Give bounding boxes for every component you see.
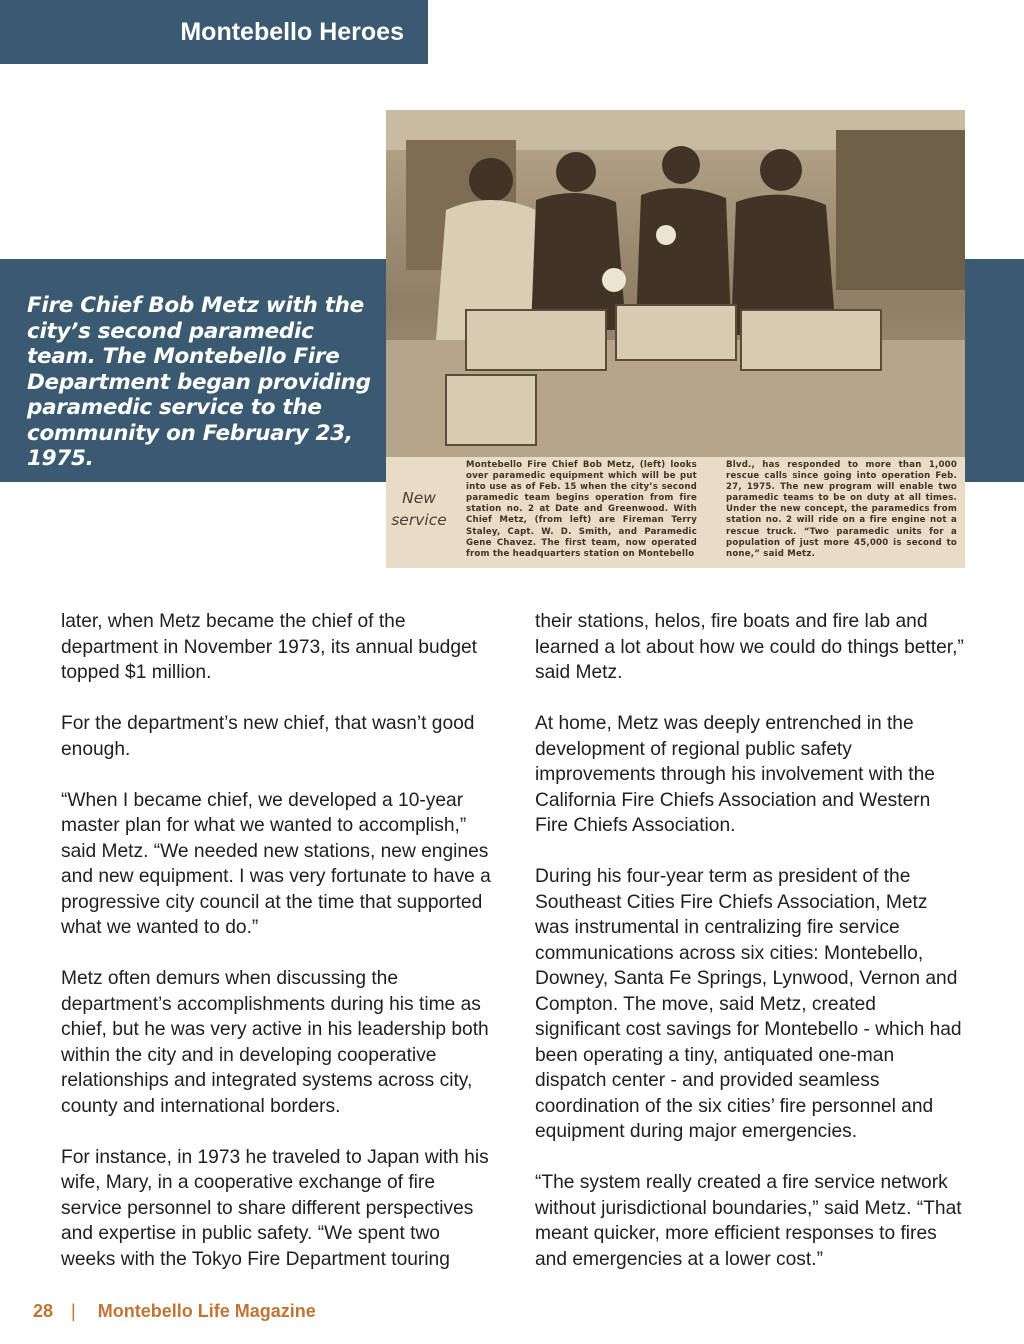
paragraph: Metz often demurs when discussing the department’s accomplishments during his time as chief, but he was very active in his leadership both within the city and in developing cooperative relationships and integrated systems across city, county and international borders. [61, 968, 489, 1117]
article-column-right [535, 609, 965, 1298]
paragraph: “The system really created a fire service network without jurisdictional boundaries,” said Metz. “That meant quicker, more efficient responses to fires and emergencies at a lower cost.” [535, 1172, 962, 1270]
paragraph: At home, Metz was deeply entrenched in the development of regional public safety improvements through his involvement with the California Fire Chiefs Association and Western Fire Chiefs Association. [535, 713, 935, 836]
newspaper-clipping [386, 110, 965, 568]
section-header [0, 0, 428, 64]
paragraph: their stations, helos, fire boats and fire lab and learned a lot about how we could do things better,” said Metz. [535, 611, 964, 683]
footer-separator: | [71, 1300, 76, 1321]
clipping-text-col2: Blvd., has responded to more than 1,000 rescue calls since going into operation Feb. 27, 1975. The new program will enable two paramedic teams to be on duty at all times. Under the new concept, the paramedics from station no. 2 will ride on a fire engine not a rescue truck. “Two paramedic units for a population of just more 45,000 is second to none,” said Metz. [726, 460, 957, 559]
page-footer [33, 1298, 316, 1324]
paragraph: During his four-year term as president of the Southeast Cities Fire Chiefs Association, Metz was instrumental in centralizing fire service communications across six cities: Montebello, Downey, Santa Fe Springs, Lynwood, Vernon and Compton. The move, said Metz, created significant cost savings for Montebello - which had been operating a tiny, antiquated one-man dispatch center - and provided seamless coordination of the six cities’ fire personnel and equipment during major emergencies. [535, 866, 962, 1142]
paragraph: For the department’s new chief, that wasn’t good enough. [61, 713, 475, 760]
photo-caption: Fire Chief Bob Metz with the city’s second paramedic team. The Montebello Fire Department began providing paramedic service to the community on February 23, 1975. [27, 293, 371, 471]
page-number: 28 [33, 1300, 54, 1321]
clipping-text-col1: Montebello Fire Chief Bob Metz, (left) looks over paramedic equipment which will be put into use as of Feb. 15 when the city’s second paramedic team begins operation from fire station no. 2 at Date and Greenwood. With Chief Metz, (from left) are Fireman Terry Staley, Capt. W. D. Smith, and Paramedic Gene Chavez. The first team, now operated from the headquarters station on Montebello [466, 460, 697, 559]
publication-name: Montebello Life Magazine [97, 1300, 316, 1321]
section-title: Montebello Heroes [180, 17, 404, 46]
archival-photo [386, 110, 965, 457]
paragraph: For instance, in 1973 he traveled to Japan with his wife, Mary, in a cooperative exchange of fire service personnel to share different perspectives and expertise in public safety. “We spent two weeks with the Tokyo Fire Department touring [61, 1146, 489, 1270]
article-column-left [61, 609, 491, 1298]
side-label-line1: New [402, 489, 436, 507]
side-label-line2: service [391, 511, 447, 529]
paragraph: “When I became chief, we developed a 10-year master plan for what we wanted to accomplish,” said Metz. “We needed new stations, new engines and new equipment. I was very fortunate to have a progressive city council at the time that supported what we wanted to do.” [61, 789, 491, 938]
clipping-side-label [388, 487, 450, 531]
clipping-caption [386, 457, 965, 568]
paragraph: later, when Metz became the chief of the department in November 1973, its annual budget topped $1 million. [61, 611, 477, 683]
